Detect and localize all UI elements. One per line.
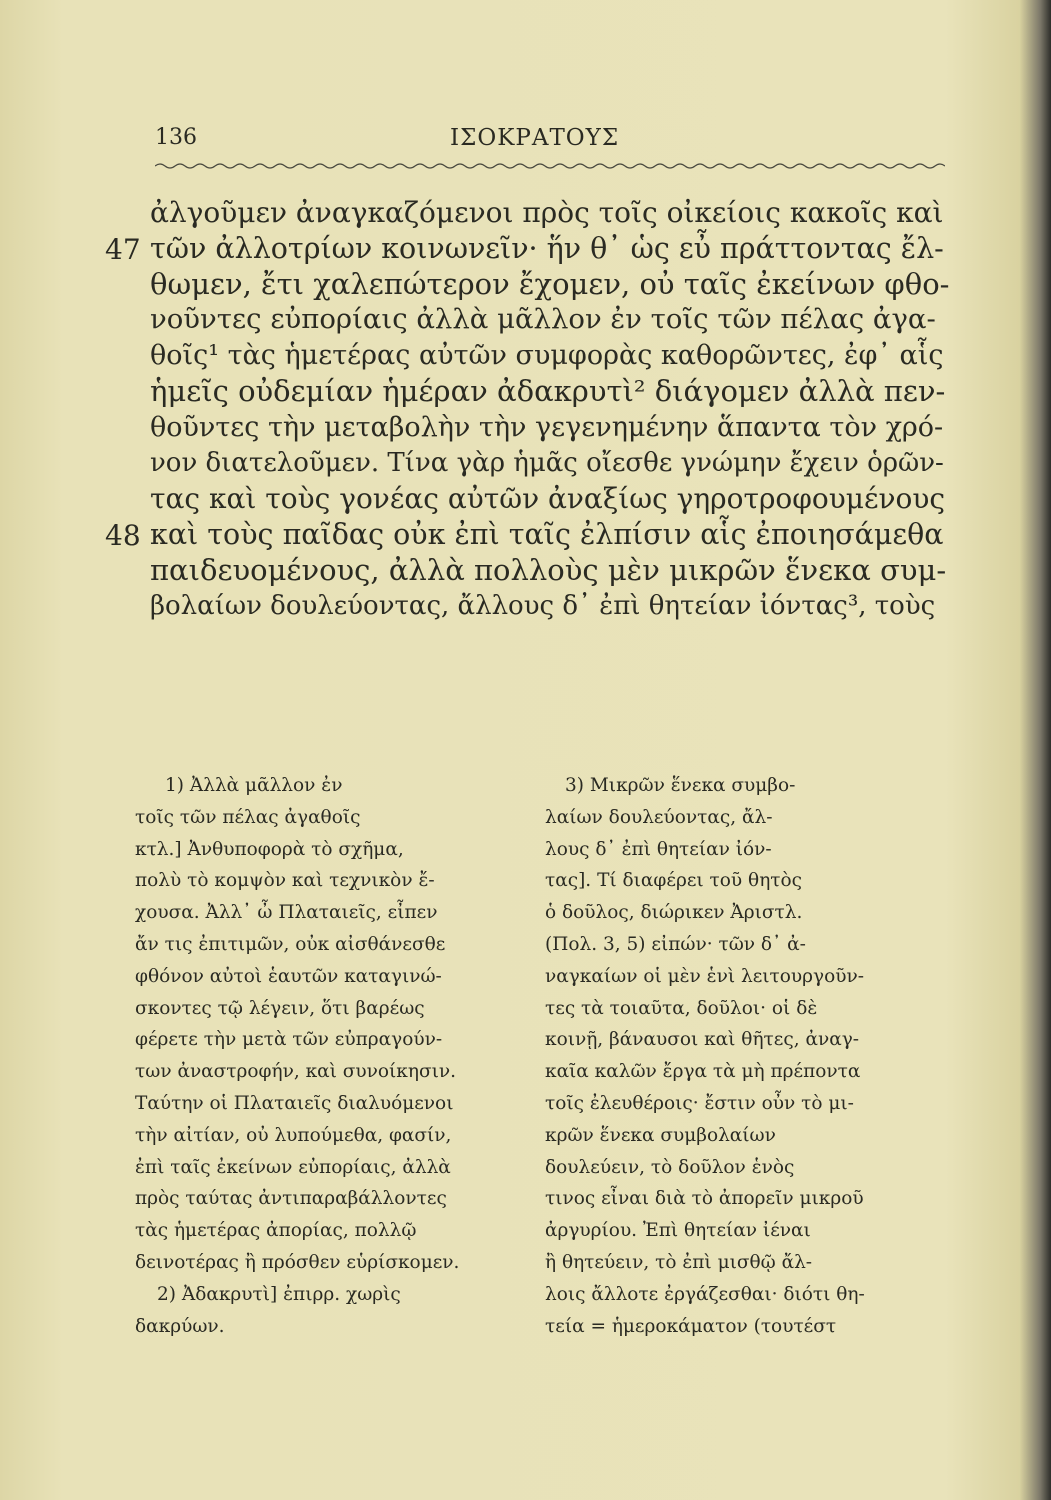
footnote-line: τες τὰ τοιαῦτα, δοῦλοι· οἱ δὲ	[545, 997, 818, 1019]
footnote-line: ἀργυρίου. Ἐπὶ θητείαν ἰέναι	[545, 1220, 811, 1242]
text-line: θωμεν, ἔτι χαλεπώτερον ἔχομεν, οὐ ταῖς ἐκείνων φθο-	[150, 266, 950, 301]
footnote-line: φθόνον αὐτοὶ ἑαυτῶν καταγινώ-	[135, 965, 442, 987]
footnote-line: δουλεύειν, τὸ δοῦλον ἑνὸς	[545, 1156, 795, 1178]
footnote-line: τὴν αἰτίαν, οὐ λυπούμεθα, φασίν,	[135, 1124, 452, 1146]
footnote-line: σκοντες τῷ λέγειν, ὅτι βαρέως	[135, 997, 425, 1019]
footnote-line: δεινοτέρας ἢ πρόσθεν εὑρίσκομεν.	[135, 1251, 460, 1273]
section-number: 47	[105, 233, 141, 266]
page-header	[155, 125, 945, 165]
text-line: θοῖς¹ τὰς ἡμετέρας αὐτῶν συμφορὰς καθορῶντες, ἐφ᾽ αἷς	[150, 340, 944, 372]
footnote-line: τοῖς τῶν πέλας ἀγαθοῖς	[135, 806, 361, 828]
footnote-line: λους δ᾽ ἐπὶ θητείαν ἰόν-	[545, 838, 772, 860]
footnote-line: (Πολ. 3, 5) εἰπών· τῶν δ᾽ ἀ-	[545, 933, 806, 955]
footnote-line: τὰς ἡμετέρας ἀπορίας, πολλῷ	[135, 1220, 417, 1242]
footnote-line: 2) Ἀδακρυτὶ] ἐπιρρ. χωρὶς	[157, 1283, 401, 1305]
text-line: θοῦντες τὴν μεταβολὴν τὴν γεγενημένην ἅπαντα τὸν χρό-	[150, 411, 944, 443]
footnotes-left-column	[135, 770, 530, 1342]
main-text	[150, 195, 950, 625]
footnote-line: κρῶν ἕνεκα συμβολαίων	[545, 1124, 776, 1146]
footnote-line: των ἀναστροφήν, καὶ συνοίκησιν.	[135, 1061, 456, 1083]
footnote-line: τοῖς ἐλευθέροις· ἔστιν οὖν τὸ μι-	[545, 1092, 854, 1114]
text-line: τας καὶ τοὺς γονέας αὐτῶν ἀναξίως γηροτροφουμένους	[150, 482, 946, 516]
text-line: παιδευομένους, ἀλλὰ πολλοὺς μὲν μικρῶν ἕνεκα συμ-	[150, 552, 947, 587]
footnote-line: καῖα καλῶν ἔργα τὰ μὴ πρέποντα	[545, 1061, 861, 1083]
section-number: 48	[105, 519, 141, 552]
footnote-line: 3) Μικρῶν ἕνεκα συμβο-	[565, 775, 796, 796]
page-number: 136	[155, 125, 197, 150]
footnote-line: λαίων δουλεύοντας, ἄλ-	[545, 806, 773, 828]
footnote-line: τεία = ἡμεροκάματον (τουτέστ	[545, 1315, 837, 1337]
text-line: τῶν ἀλλοτρίων κοινωνεῖν· ἥν θ᾽ ὡς εὖ πράττοντας ἔλ-	[150, 231, 944, 265]
wavy-rule	[155, 160, 945, 172]
footnote-line: κοινῇ, βάναυσοι καὶ θῆτες, ἀναγ-	[545, 1029, 860, 1051]
footnote-line: φέρετε τὴν μετὰ τῶν εὐπραγούν-	[135, 1029, 443, 1051]
footnote-line: τινος εἶναι διὰ τὸ ἀπορεῖν μικροῦ	[545, 1188, 864, 1210]
text-line: ἀλγοῦμεν ἀναγκαζόμενοι πρὸς τοῖς οἰκείοις κακοῖς καὶ	[150, 196, 944, 229]
text-line: νον διατελοῦμεν. Τίνα γὰρ ἡμᾶς οἴεσθε γνώμην ἔχειν ὁρῶν-	[150, 447, 944, 478]
running-title: ΙΣΟΚΡΑΤΟΥΣ	[450, 125, 620, 151]
footnote-line: ἐπὶ ταῖς ἐκείνων εὐπορίαις, ἀλλὰ	[135, 1156, 451, 1178]
footnote-line: πρὸς ταύτας ἀντιπαραβάλλοντες	[135, 1188, 447, 1210]
text-line: ἡμεῖς οὐδεμίαν ἡμέραν ἀδακρυτὶ² διάγομεν ἀλλὰ πεν-	[150, 373, 946, 408]
footnote-line: Ταύτην οἱ Πλαταιεῖς διαλυόμενοι	[135, 1092, 454, 1114]
footnotes-right-column	[545, 770, 940, 1342]
footnote-line: δακρύων.	[135, 1315, 225, 1337]
footnote-line: ναγκαίων οἱ μὲν ἑνὶ λειτουργοῦν-	[545, 965, 864, 987]
footnote-line: πολὺ τὸ κομψὸν καὶ τεχνικὸν ἔ-	[135, 870, 435, 892]
footnote-line: 1) Ἀλλὰ μᾶλλον ἐν	[165, 775, 343, 796]
footnote-line: ὁ δοῦλος, διώρικεν Ἀριστλ.	[545, 902, 803, 924]
footnote-line: τας]. Τί διαφέρει τοῦ θητὸς	[545, 870, 803, 892]
footnote-line: ἄν τις ἐπιτιμῶν, οὐκ αἰσθάνεσθε	[135, 933, 446, 955]
text-line: καὶ τοὺς παῖδας οὐκ ἐπὶ ταῖς ἐλπίσιν αἷς ἐποιησάμεθα	[150, 518, 944, 552]
footnote-line: λοις ἄλλοτε ἐργάζεσθαι· διότι θη-	[545, 1283, 865, 1305]
text-line: νοῦντες εὐπορίαις ἀλλὰ μᾶλλον ἐν τοῖς τῶν πέλας ἀγα-	[150, 303, 936, 336]
footnote-line: ἢ θητεύειν, τὸ ἐπὶ μισθῷ ἄλ-	[545, 1251, 813, 1273]
text-line: βολαίων δουλεύοντας, ἄλλους δ᾽ ἐπὶ θητείαν ἰόντας³, τοὺς	[150, 590, 936, 621]
footnote-line: κτλ.] Ἀνθυποφορὰ τὸ σχῆμα,	[135, 838, 404, 860]
footnote-line: χουσα. Ἀλλ᾽ ὦ Πλαταιεῖς, εἶπεν	[135, 902, 438, 924]
